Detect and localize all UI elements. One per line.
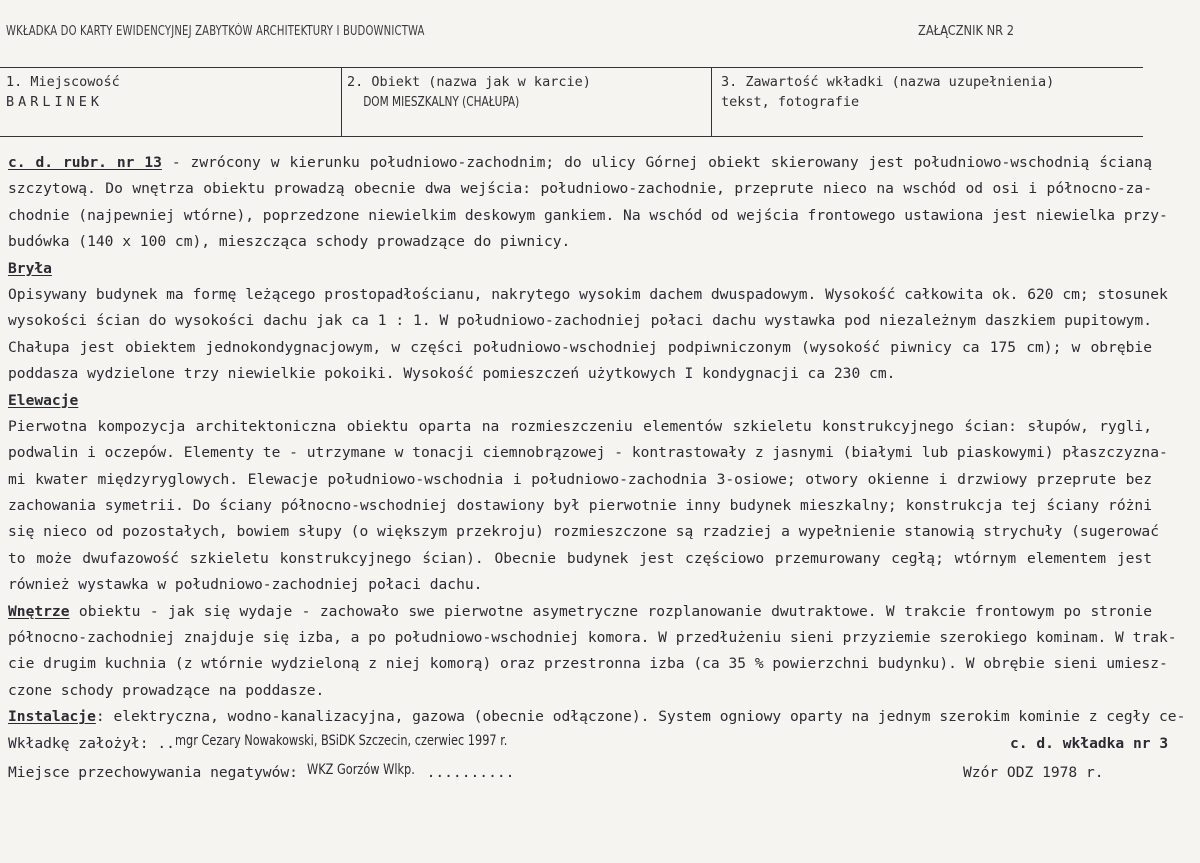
heading-instalacje: Instalacje — [8, 708, 96, 726]
text-line: poddasza wydzielone trzy niewielkie pokoiki. Wysokość pomieszczeń użytkowych I kondygnacji ca 230 cm. — [8, 365, 896, 383]
continuation-insert-ref: c. d. wkładka nr 3 — [1010, 735, 1169, 752]
founded-by-line — [8, 735, 544, 752]
text-line: Chałupa jest obiektem jednokondygnacjowym, w części południowo-wschodniej podpiwniczonym (wysokość piwnicy ca 175 cm); w obrębie — [8, 338, 1152, 356]
text-line: Instalacje: elektryczna, wodno-kanalizacyjna, gazowa (obecnie odłączone). System ogniowy oparty na jednym szerokim kominie z cegły ce- — [8, 708, 1186, 726]
text-line: chodnie (najpewniej wtórne), poprzedzone niewielkim deskowym gankiem. Na wschód od wejścia frontowego ustawiona jest niewielka przy- — [8, 206, 1168, 224]
continuation-ref: c. d. rubr. nr 13 — [8, 154, 162, 171]
field-locality-value: BARLINEK — [6, 94, 104, 110]
text-line: to może dwufazowość szkieletu konstrukcyjnego ścian). Obecnie budynek jest częściowo przemurowany cegłą; wtórnym elementem jest — [8, 549, 1152, 567]
text-line: czone schody prowadzące na poddasze. — [8, 681, 325, 699]
field-contents-label: 3. Zawartość wkładki (nazwa uzupełnienia) — [721, 74, 1055, 90]
description-body — [8, 150, 1186, 731]
field-contents — [721, 72, 1054, 112]
header-top-rule — [0, 67, 1143, 68]
text-line: Opisywany budynek ma formę leżącego prostopadłościanu, nakrytego wysokim dachem dwuspadowym. Wysokość całkowita ok. 620 cm; stosunek — [8, 285, 1168, 303]
field-locality-label: 1. Miejscowość — [6, 74, 120, 90]
text-line: cie drugim kuchnia (z wtórnie wydzieloną z niej komorą) oraz przestronna izba (ca 35 % powierzchni budynku). W obrębie sieni umiesz- — [8, 655, 1168, 673]
text-line: podwalin i oczepów. Elementy te - utrzymane w tonacji ciemnobrązowej - kontrastowały z jasnymi (białymi lub piaskowymi) płaszczyzna- — [8, 444, 1168, 462]
text-line: północno-zachodniej znajduje się izba, a po południowo-wschodniej komora. W przedłużeniu sieni przyziemie szerokiego kominam. W trak- — [8, 629, 1177, 647]
text-line: budówka (140 x 100 cm), mieszcząca schody prowadzące do piwnicy. — [8, 233, 571, 251]
header-divider-2 — [711, 67, 712, 136]
negatives-storage-label: Miejsce przechowywania negatywów: — [8, 764, 307, 781]
annex-number: ZAŁĄCZNIK NR 2 — [918, 24, 1015, 39]
heading-wnetrze: Wnętrze — [8, 602, 70, 620]
founded-by-value: mgr Cezary Nowakowski, BSiDK Szczecin, czerwiec 1997 r. — [174, 733, 508, 749]
text-line: Wnętrze obiektu - jak się wydaje - zachowało swe pierwotne asymetryczne rozplanowanie dwutraktowe. W trakcie frontowym po stronie — [8, 602, 1152, 620]
negatives-storage-line — [8, 764, 514, 781]
field-object-value: DOM MIESZKALNY (CHAŁUPA) — [363, 95, 520, 110]
field-contents-value: tekst, fotografie — [721, 94, 860, 110]
heading-elewacje: Elewacje — [8, 391, 79, 409]
document-title: WKŁADKA DO KARTY EWIDENCYJNEJ ZABYTKÓW ARCHITEKTURY I BUDOWNICTWA — [6, 24, 425, 39]
text-line: zachowania symetrii. Do ściany północno-wschodniej dostawiony był pierwotnie inny budynek mieszkalny; konstrukcja tej ściany różni — [8, 497, 1152, 515]
field-object-label: 2. Obiekt (nazwa jak w karcie) — [347, 74, 591, 90]
form-template-ref: Wzór ODZ 1978 r. — [963, 764, 1104, 781]
header-bottom-rule — [0, 136, 1143, 137]
negatives-storage-dots: .......... — [426, 764, 515, 781]
founded-by-label: Wkładkę założył: .. — [8, 735, 175, 752]
field-locality — [6, 72, 120, 112]
negatives-storage-value: WKZ Gorzów Wlkp. — [306, 762, 415, 778]
field-object — [347, 72, 591, 113]
text-line: się nieco od pozostałych, bowiem słupy (o większym przekroju) rozmieszczone są rzadziej a wypełnienie stanowią strychuły (sugerować — [8, 523, 1159, 541]
header-divider-1 — [341, 67, 342, 136]
text-line: szczytową. Do wnętrza obiektu prowadzą obecnie dwa wejścia: południowo-zachodnie, przeprute nieco na wschód od osi i północno-za- — [8, 180, 1152, 198]
heading-bryla: Bryła — [8, 259, 52, 277]
text-line: c. d. rubr. nr 13 - zwrócony w kierunku południowo-zachodnim; do ulicy Górnej obiekt skierowany jest południowo-wschodnią ścianą — [8, 154, 1152, 171]
text-line: Pierwotna kompozycja architektoniczna obiektu oparta na rozmieszczeniu elementów szkieletu konstrukcyjnego ścian: słupów, rygli, — [8, 417, 1152, 435]
text-line: mi kwater międzyryglowych. Elewacje południowo-wschodnia i południowo-zachodnia 3-osiowe; otwory okienne i drzwiowy przeprute bez — [8, 470, 1152, 488]
text-line: również wystawka w południowo-zachodniej połaci dachu. — [8, 576, 483, 594]
text-line: wysokości ścian do wysokości dachu jak ca 1 : 1. W południowo-zachodniej połaci dachu wystawka pod niezależnym daszkiem pupitowym. — [8, 312, 1152, 330]
